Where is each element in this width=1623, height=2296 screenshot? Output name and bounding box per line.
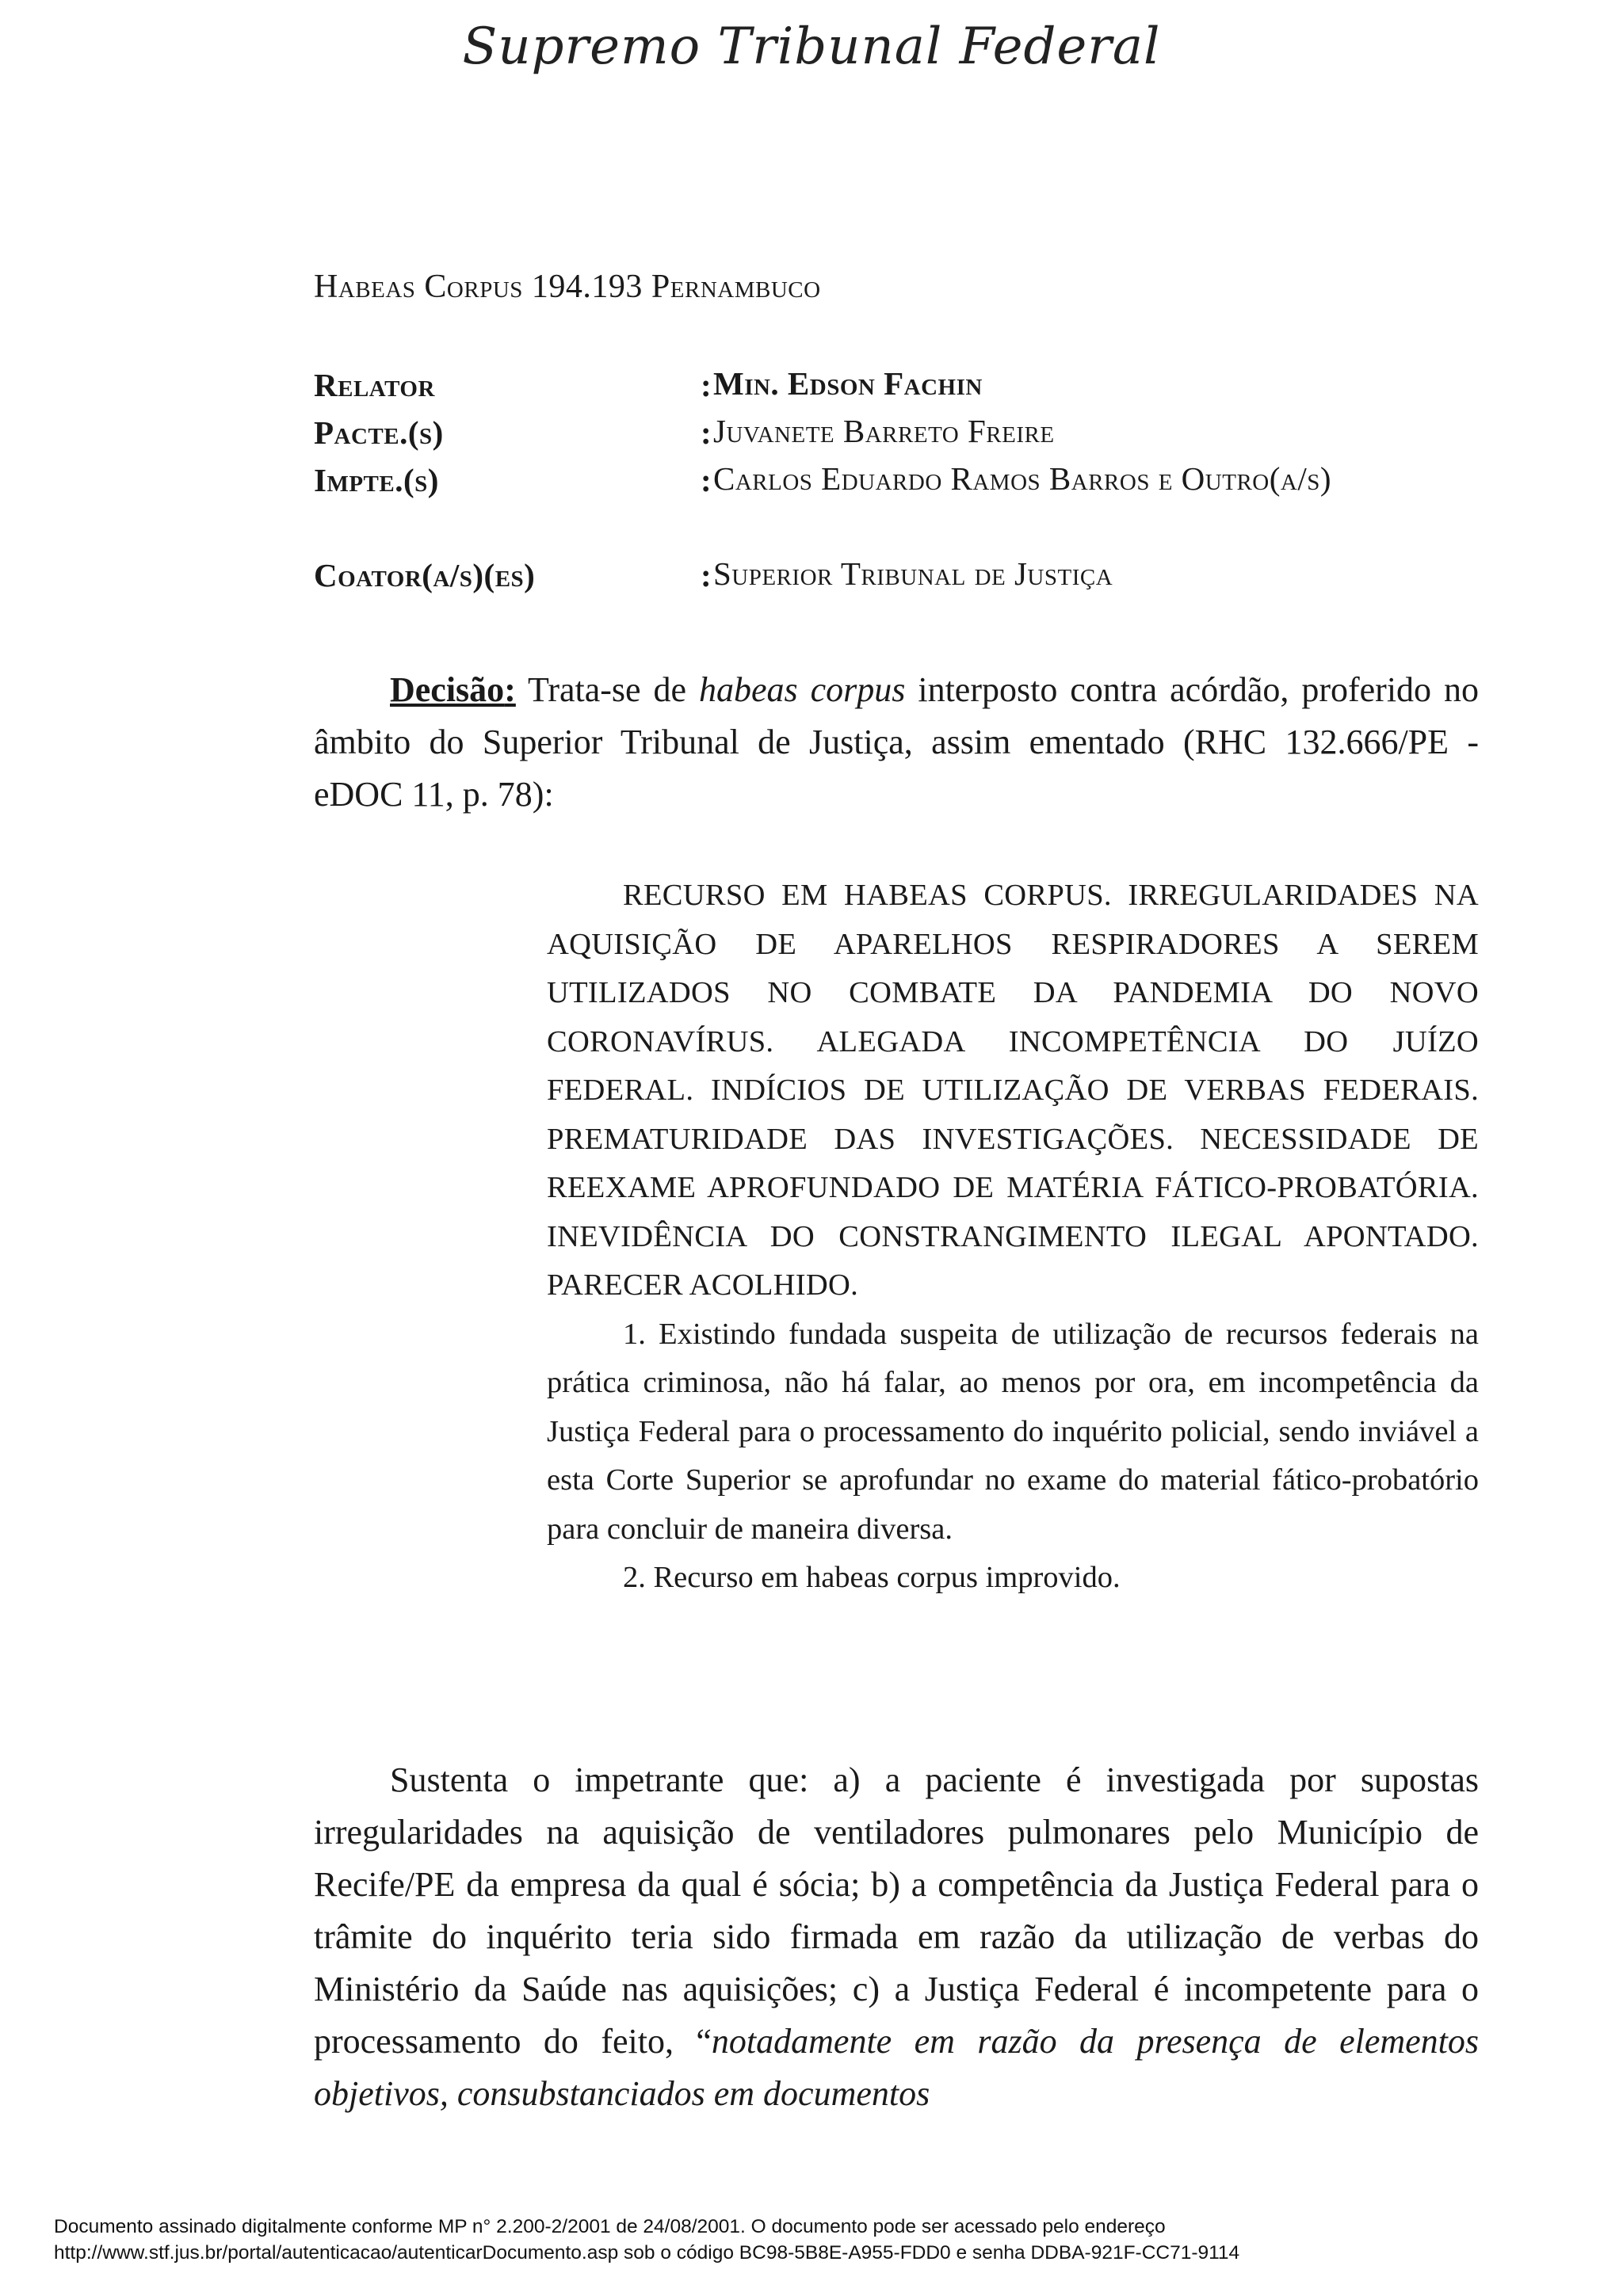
case-title: Habeas Corpus 194.193 Pernambuco [314, 269, 821, 305]
party-label-impetrante: Impte.(s) [314, 462, 439, 498]
party-value-paciente: Juvanete Barreto Freire [713, 413, 1055, 449]
party-label-relator: Relator [314, 367, 435, 403]
ementa-heading: RECURSO EM HABEAS CORPUS. IRREGULARIDADES NA AQUISIÇÃO DE APARELHOS RESPIRADORES A SEREM UTILIZADOS NO COMBATE DA PANDEMIA DO NOVO CORONAVÍRUS. ALEGADA INCOMPETÊNCIA DO JUÍZO FEDERAL. INDÍCIOS DE UTILIZAÇÃO DE VERBAS FEDERAIS. PREMATURIDADE DAS INVESTIGAÇÕES. NECESSIDADE DE REEXAME APROFUNDADO DE MATÉRIA FÁTICO-PROBATÓRIA. INEVIDÊNCIA DO CONSTRANGIMENTO ILEGAL APONTADO. PARECER ACOLHIDO. [547, 879, 1479, 1302]
party-value-impetrante: Carlos Eduardo Ramos Barros e Outro(a/s) [713, 460, 1331, 497]
party-separator: : [701, 414, 712, 451]
footer-line-1: Documento assinado digitalmente conforme MP n° 2.200-2/2001 de 24/08/2001. O documento pode ser acessado pelo endereço [54, 2216, 1166, 2237]
argument-quote: notadamente em razão da presença de elementos objetivos, consubstanciados em documentos [314, 2022, 1480, 2113]
decision-paragraph [314, 664, 1479, 821]
party-separator: : [701, 367, 712, 403]
party-value-relator: Min. Edson Fachin [713, 365, 983, 402]
ementa-block [547, 871, 1479, 1603]
argument-paragraph [314, 1754, 1479, 2120]
party-label-paciente: Pacte.(s) [314, 414, 444, 451]
signature-footer [54, 2214, 1607, 2266]
decision-colon: : [504, 670, 516, 709]
ementa-item-2: 2. Recurso em habeas corpus improvido. [623, 1561, 1121, 1594]
court-header: Supremo Tribunal Federal [462, 17, 1161, 76]
party-value-coator: Superior Tribunal de Justiça [713, 555, 1113, 592]
decision-label: Decisão [390, 670, 505, 709]
party-separator: : [701, 557, 712, 593]
party-separator: : [701, 462, 712, 498]
party-label-coator: Coator(a/s)(es) [314, 557, 536, 593]
argument-text: Sustenta o impetrante que: a) a paciente é investigada por supostas irregularidades na aquisição de ventiladores pulmonares pelo Município de Recife/PE da empresa da qual é sócia; b) a competência da Justiça Federal para o trâmite do inquérito teria sido firmada em razão da utilização de verbas do Ministério da Saúde nas aquisições; c) a Justiça Federal é incompetente para o processamento do feito, “ [314, 1760, 1479, 2061]
decision-text-before: Trata-se de [515, 670, 699, 709]
ementa-item-1: 1. Existindo fundada suspeita de utilização de recursos federais na prática criminosa, não há falar, ao menos por ora, em incompetência da Justiça Federal para o processamento do inquérito policial, sendo inviável a esta Corte Superior se aprofundar no exame do material fático-probatório para concluir de maneira diversa. [547, 1317, 1479, 1546]
decision-italic-term: habeas corpus [699, 670, 906, 709]
footer-line-2: http://www.stf.jus.br/portal/autenticacao/autenticarDocumento.asp sob o código BC98-5B8E-A955-FDD0 e senha DDBA-921F-CC71-9114 [54, 2242, 1240, 2264]
decision-text-after: interposto contra acórdão, proferido no âmbito do Superior Tribunal de Justiça, assim ementado (RHC 132.666/PE - eDOC 11, p. 78): [314, 670, 1479, 814]
